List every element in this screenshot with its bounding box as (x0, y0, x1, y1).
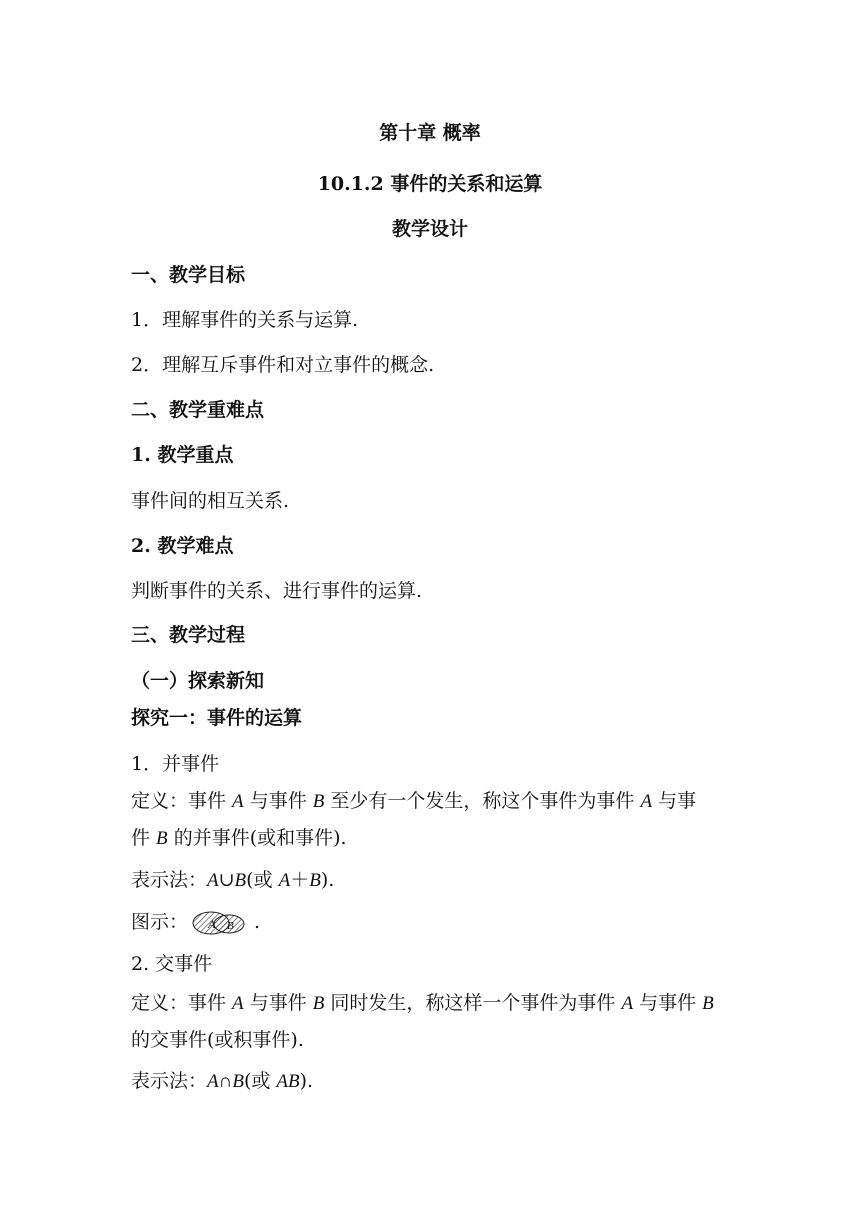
goal-item-1: 1．理解事件的关系与运算. (131, 309, 359, 331)
union-def-text: 与事件 (243, 790, 313, 812)
var-b: B (312, 791, 325, 812)
var-a: A (232, 993, 244, 1014)
notation-end: ). (320, 869, 335, 891)
var-b: B (309, 870, 321, 891)
union-def-text: 件 (131, 827, 157, 849)
union-diagram-line (131, 907, 260, 938)
var-b: B (232, 1071, 244, 1092)
plus-operator: ＋ (290, 869, 310, 891)
union-operator: ∪ (218, 870, 235, 891)
var-b: B (702, 993, 714, 1014)
var-a: A (640, 791, 653, 812)
difficulty-text: 判断事件的关系、进行事件的运算. (131, 580, 423, 602)
union-def-text: 至少有一个发生，称这个事件为事件 (324, 790, 641, 812)
intersection-def-text: 定义：事件 (131, 992, 233, 1014)
var-b: B (234, 870, 247, 891)
explore-subheading: （一）探索新知 (131, 670, 265, 692)
intersection-title: 2. 交事件 (131, 953, 213, 975)
section-title: 10.1.2 事件的关系和运算 (317, 173, 543, 195)
explore-title: 探究一：事件的运算 (131, 707, 303, 729)
notation-paren: (或 (246, 869, 279, 891)
diagram-end: . (254, 911, 261, 933)
var-b: B (312, 993, 325, 1014)
intersect-operator: ∩ (218, 1071, 233, 1092)
intersection-def-text: 与事件 (243, 992, 313, 1014)
union-definition-line-2 (131, 825, 347, 852)
difficulty-heading: 2. 教学难点 (131, 535, 234, 557)
doc-type-title: 教学设计 (391, 218, 468, 240)
union-def-text: 与事 (652, 790, 697, 812)
intersection-notation (131, 1068, 313, 1095)
var-a: A (278, 870, 291, 891)
key-points-heading: 二、教学重难点 (131, 399, 265, 421)
union-notation (131, 867, 334, 894)
venn-label-b: B (227, 920, 234, 932)
var-a: A (207, 1071, 219, 1092)
var-b: B (156, 828, 168, 849)
union-def-text: 的并事件(或和事件). (167, 827, 347, 849)
diagram-label: 图示： (131, 911, 189, 933)
intersection-def-text: 同时发生，称这样一个事件为事件 (324, 992, 622, 1014)
var-a: A (232, 791, 244, 812)
process-heading: 三、教学过程 (131, 624, 246, 646)
notation-paren: (或 (243, 1070, 277, 1092)
focus-text: 事件间的相互关系. (131, 490, 290, 512)
notation-end: ). (299, 1070, 314, 1092)
notation-label: 表示法： (131, 869, 208, 891)
intersection-definition-line-2: 的交事件(或积事件). (131, 1029, 304, 1051)
var-a: A (207, 870, 219, 891)
venn-label-a: A (208, 917, 216, 931)
focus-heading: 1. 教学重点 (131, 444, 234, 466)
intersection-def-text: 与事件 (633, 992, 703, 1014)
chapter-title: 第十章 概率 (379, 122, 481, 144)
union-venn-diagram (190, 908, 252, 938)
intersection-definition-line-1 (131, 990, 714, 1017)
union-title: 1．并事件 (131, 753, 220, 775)
var-a: A (621, 993, 634, 1014)
goal-item-2: 2．理解互斥事件和对立事件的概念. (131, 354, 435, 376)
var-ab: AB (276, 1071, 300, 1092)
union-definition-line-1 (131, 788, 696, 815)
union-def-text: 定义：事件 (131, 790, 233, 812)
goals-heading: 一、教学目标 (131, 264, 246, 286)
notation-label: 表示法： (131, 1070, 208, 1092)
